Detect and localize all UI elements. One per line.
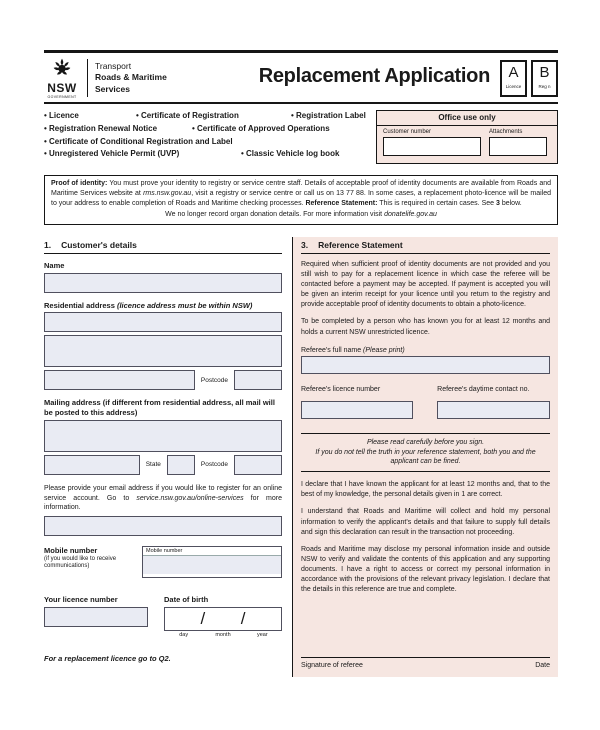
residential-address-label: Residential address (licence address must be within NSW): [44, 300, 253, 310]
customer-details-section: [44, 237, 292, 677]
attachments-input[interactable]: [489, 137, 547, 156]
list-item: • Licence: [44, 110, 136, 123]
list-item: • Classic Vehicle log book: [241, 148, 339, 161]
reference-intro-text: Required when sufficient proof of identity documents are not provided and you still wish to pay for a replacement licence in which case the referee will be contacted before a payment may be accepted. If payment is accepted you will be given an interim receipt for your licence until you return to the registry and provide acceptable proof of identity documents to obtain a photo-licence.: [301, 260, 550, 309]
list-item: • Unregistered Vehicle Permit (UVP): [44, 148, 241, 161]
section-3-header: [301, 237, 550, 254]
declaration-3: Roads and Maritime may disclose my personal information inside and outside NSW to verify and validate the contents of this application and any supporting documents. I have a right to access or correct my personal information in accordance with the provisions of the relevant privacy legislation. I declare that the details in this reference are true and complete.: [301, 545, 550, 594]
mobile-input-fill: [143, 555, 281, 574]
waratah-icon: [52, 57, 72, 82]
document-type-list: [44, 110, 366, 164]
form-header: [44, 53, 558, 102]
licence-number-label: Your licence number: [44, 595, 118, 605]
list-item: • Registration Renewal Notice: [44, 123, 192, 136]
name-label: Name: [44, 260, 65, 270]
declaration-1: I declare that I have known the applicant for at least 12 months and, that to the best of my knowledge, the personal details given in 1 are correct.: [301, 481, 550, 499]
customer-number-label: Customer number: [383, 129, 432, 135]
mailing-state-input[interactable]: [167, 455, 195, 475]
section-1-header: [44, 237, 282, 254]
referee-licence-number-label: Referee's licence number: [301, 385, 381, 393]
list-item: • Registration Label: [291, 110, 366, 123]
logo-divider: [87, 59, 88, 97]
customer-number-input[interactable]: [383, 137, 481, 156]
residential-postcode-label: Postcode: [200, 376, 228, 384]
page-title: Replacement Application: [258, 64, 490, 87]
section-3-title: Reference Statement: [318, 239, 403, 250]
dob-slash: /: [240, 608, 246, 628]
mobile-number-input[interactable]: [142, 546, 282, 578]
mailing-suburb-input[interactable]: [44, 455, 140, 475]
residential-suburb-input[interactable]: [44, 370, 195, 390]
dob-part-labels: day month year: [179, 631, 268, 638]
form-code-box-b: B Reg n: [531, 60, 558, 97]
referee-licence-number-input[interactable]: [301, 401, 413, 419]
referee-name-label: Referee's full name (Please print): [301, 346, 405, 354]
referee-contact-label: Referee's daytime contact no.: [437, 385, 530, 393]
replacement-licence-note: For a replacement licence go to Q2.: [44, 653, 171, 663]
list-item: • Certificate of Conditional Registration and Label: [44, 136, 233, 149]
name-input[interactable]: [44, 273, 282, 293]
referee-contact-input[interactable]: [437, 401, 550, 419]
reference-eligibility-text: To be completed by a person who has known you for at least 12 months and holds a current NSW unrestricted licence.: [301, 318, 550, 336]
licence-number-input[interactable]: [44, 607, 148, 627]
residential-address-line2-input[interactable]: [44, 335, 282, 367]
dob-slash: /: [200, 608, 206, 628]
declaration-2: I understand that Roads and Maritime will collect and hold my personal information to verify the applicant's details and that failure to supply full details and sign this declaration can result in the transaction not proceeding.: [301, 508, 550, 536]
referee-signature-label: Signature of referee: [301, 661, 363, 669]
section-1-title: Customer's details: [61, 239, 137, 250]
form-code-boxes: [500, 60, 558, 97]
proof-of-identity-text: Proof of identity: You must prove your identity to registry or service centre staff. Details of acceptable proof of identity documents are available from Roads and Maritime Services website at rms.nsw.gov.au, visit a registry or service centre or call us on 13 77 88. In some cases, a replacement photo-licence will be mailed to your address to enable completion of Roads and Maritime checking processes. Reference Statement: This is required in certain cases. See 3 below.: [51, 180, 552, 207]
office-use-title: Office use only: [377, 111, 557, 126]
mailing-address-input[interactable]: [44, 420, 282, 452]
form-code-box-a: A Licence: [500, 60, 527, 97]
office-use-only-box: [376, 110, 558, 164]
list-item: • Certificate of Approved Operations: [192, 123, 330, 136]
residential-postcode-input[interactable]: [234, 370, 282, 390]
date-of-birth-input[interactable]: [164, 607, 282, 631]
residential-address-line1-input[interactable]: [44, 312, 282, 332]
section-3-number: 3.: [301, 239, 309, 250]
government-wordmark: GOVERNMENT: [47, 94, 77, 99]
mailing-state-label: State: [145, 461, 161, 469]
referee-name-input[interactable]: [301, 356, 550, 374]
sign-warning-text: Please read carefully before you sign. If you do not tell the truth in your reference statement, both you and the applicant can be fined.: [301, 433, 550, 472]
agency-name: Transport Roads & Maritime Services: [95, 61, 167, 94]
referee-signature-row: [301, 657, 550, 669]
mobile-number-label: Mobile number (if you would like to receive communications): [44, 546, 117, 570]
signature-date-label: Date: [535, 661, 550, 669]
mailing-address-label: Mailing address (if different from residential address, all mail will be posted to this address): [44, 398, 275, 417]
email-input[interactable]: [44, 516, 282, 536]
organ-donation-note: We no longer record organ donation details. For more information visit donatelife.gov.au: [165, 210, 437, 218]
list-item: • Certificate of Registration: [136, 110, 291, 123]
date-of-birth-label: Date of birth: [164, 595, 209, 605]
nsw-wordmark: NSW: [47, 81, 77, 96]
email-instruction: Please provide your email address if you would like to register for an online service account. Go to service.nsw.gov.au/online-services for more information.: [44, 484, 282, 512]
mailing-postcode-input[interactable]: [234, 455, 282, 475]
mailing-postcode-label: Postcode: [200, 461, 228, 469]
section-1-number: 1.: [44, 239, 52, 250]
reference-statement-section: [293, 237, 558, 677]
proof-of-identity-box: [44, 175, 558, 225]
attachments-label: Attachments: [489, 129, 523, 135]
nsw-government-logo: [44, 57, 167, 99]
mobile-box-caption: Mobile number: [146, 548, 183, 555]
